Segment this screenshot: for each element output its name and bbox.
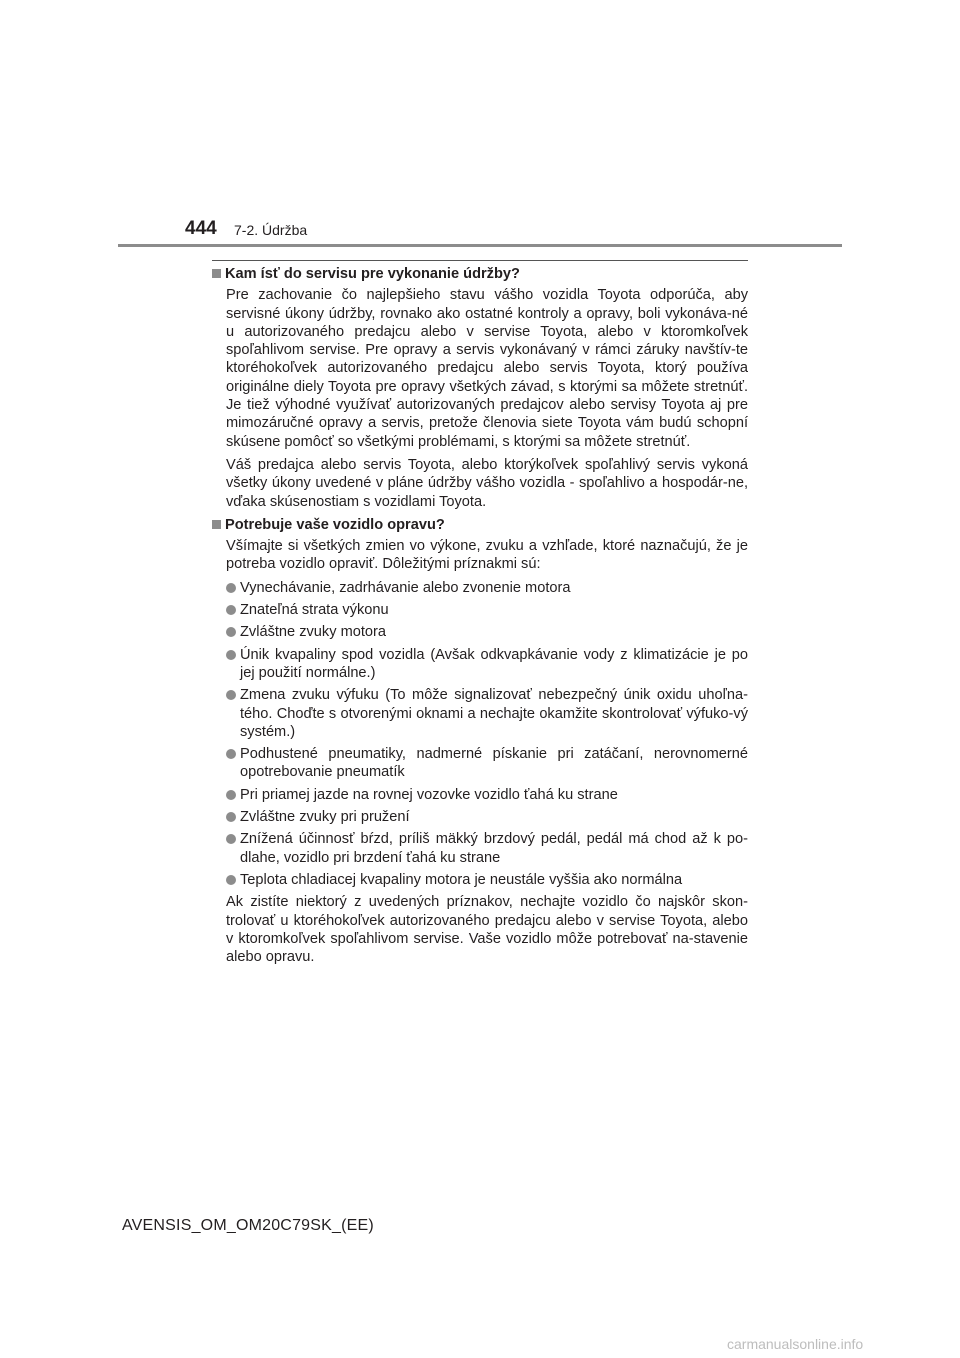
round-bullet-icon [226, 875, 236, 885]
round-bullet-icon [226, 834, 236, 844]
list-item: Znateľná strata výkonu [226, 601, 748, 619]
list-item: Teplota chladiacej kvapaliny motora je neustále vyššia ako normálna [226, 871, 748, 889]
square-bullet-icon [212, 269, 221, 278]
round-bullet-icon [226, 749, 236, 759]
paragraph: Váš predajca alebo servis Toyota, alebo ktorýkoľvek spoľahlivý servis vykoná všetky úkony uvedené v pláne údržby vášho vozidla - spoľahlivo a hospodár-ne, vďaka skúsenostiam s vozidlami Toyota. [226, 456, 748, 510]
round-bullet-icon [226, 627, 236, 637]
paragraph: Všímajte si všetkých zmien vo výkone, zvuku a vzhľade, ktoré naznačujú, že je potreba vozidlo opraviť. Dôležitými príznakmi sú: [226, 538, 748, 573]
list-item: Pri priamej jazde na rovnej vozovke vozidlo ťahá ku strane [226, 786, 748, 804]
round-bullet-icon [226, 790, 236, 800]
header-divider [118, 244, 842, 247]
watermark: carmanualsonline.info [727, 1336, 864, 1352]
document-code: AVENSIS_OM_OM20C79SK_(EE) [122, 1217, 374, 1234]
page-number: 444 [185, 218, 217, 239]
list-item: Vynechávanie, zadrhávanie alebo zvonenie motora [226, 579, 748, 597]
section-divider [212, 260, 748, 261]
list-item: Zvláštne zvuky pri pružení [226, 808, 748, 826]
section-heading: Kam ísť do servisu pre vykonanie údržby? [212, 265, 748, 283]
round-bullet-icon [226, 812, 236, 822]
page-content [212, 265, 748, 971]
list-item: Zmena zvuku výfuku (To môže signalizovať nebezpečný únik oxidu uhoľna-tého. Choďte s otvorenými oknami a nechajte okamžite skontrolovať výfuko-vý systém.) [226, 686, 748, 741]
square-bullet-icon [212, 520, 221, 529]
list-item: Podhustené pneumatiky, nadmerné pískanie pri zatáčaní, nerovnomerné opotrebovanie pneumatík [226, 745, 748, 782]
round-bullet-icon [226, 690, 236, 700]
round-bullet-icon [226, 605, 236, 615]
paragraph: Pre zachovanie čo najlepšieho stavu vášho vozidla Toyota odporúča, aby servisné úkony údržby, rovnako ako ostatné kontroly a opravy, boli vykonáva-né u autorizovaného predajcu alebo v servise Toyota, alebo v ktoromkoľvek spoľahlivom servise. Pre opravy a servis vykonávaný v rámci záruky navštív-te ktoréhokoľvek autorizovaného predajcu alebo servis Toyota, ktorý používa originálne diely Toyota pre opravy všetkých závad, s ktorými sa môžete stretnúť. Je tiež výhodné využívať autorizovaných predajcov alebo servisy Toyota aj pre mimozáručné opravy a servis, pretože členovia siete Toyota vám budú schopní skúsene pomôcť so všetkými problémami, s ktorými sa môžete stretnúť. [226, 287, 748, 450]
section-heading: Potrebuje vaše vozidlo opravu? [212, 516, 748, 534]
list-item: Únik kvapaliny spod vozidla (Avšak odkvapkávanie vody z klimatizácie je po jej použití normálne.) [226, 646, 748, 683]
round-bullet-icon [226, 583, 236, 593]
list-item: Zvláštne zvuky motora [226, 623, 748, 641]
list-item: Znížená účinnosť bŕzd, príliš mäkký brzdový pedál, pedál má chod až k po-dlahe, vozidlo pri brzdení ťahá ku strane [226, 830, 748, 867]
paragraph: Ak zistíte niektorý z uvedených príznakov, nechajte vozidlo čo najskôr skon-trolovať u ktoréhokoľvek autorizovaného predajcu alebo v servise Toyota, alebo v ktoromkoľvek spoľahlivom servise. Vaše vozidlo môže potrebovať na-stavenie alebo opravu. [226, 894, 748, 966]
round-bullet-icon [226, 650, 236, 660]
chapter-title: 7-2. Údržba [234, 222, 308, 238]
